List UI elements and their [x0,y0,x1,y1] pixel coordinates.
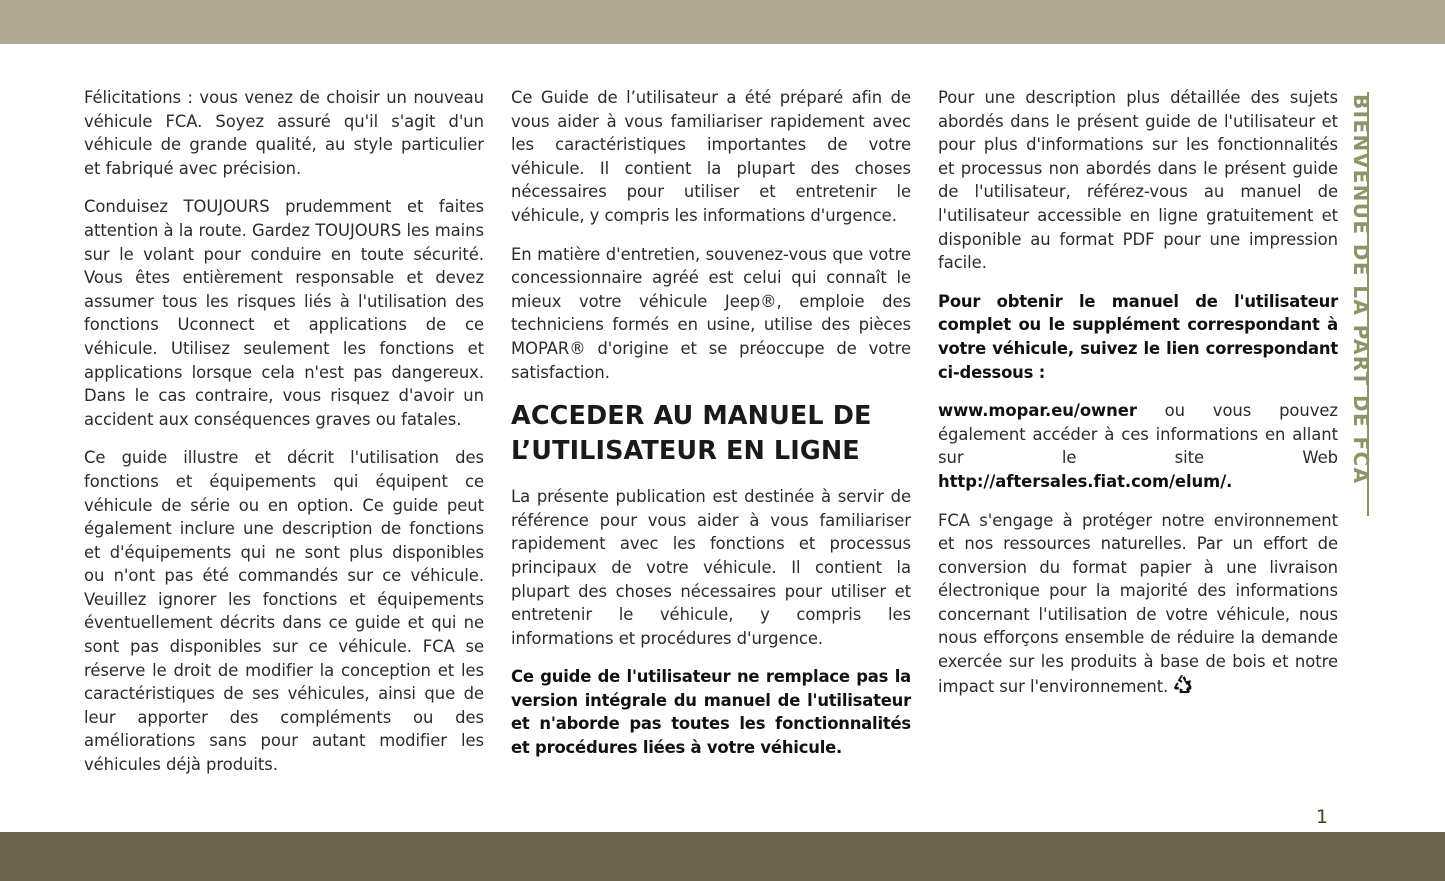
paragraph-emphasis: Pour obtenir le manuel de l'utilisateur complet ou le supplément correspondant à votre véhicule, suivez le lien correspondant ci-dessous : [938,291,1338,382]
section-heading: ACCEDER AU MANUEL DE L’UTILISATEUR EN LIGNE [511,401,872,467]
top-decorative-bar [0,0,1445,44]
link-paragraph-text: ou vous pouvez également accéder à ces informations en allant sur le site Web [938,401,1338,468]
paragraph: Pour une description plus détaillée des sujets abordés dans le présent guide de l'utilisateur et pour plus d'informations sur les fonctionnalités et processus non abordés dans le présent guide de l'utilisateur, référez-vous au manuel de l'utilisateur accessible en ligne gratuitement et disponible au format PDF pour une impression facile. [938,88,1338,273]
paragraph: Conduisez TOUJOURS prudemment et faites attention à la route. Gardez TOUJOURS les mains sur le volant pour conduire en toute sécurité. Vous êtes entièrement responsable et devez assumer tous les risques liés à l'utilisation des fonctions Uconnect et applications de ce véhicule. Utilisez seulement les fonctions et applications lorsque cela n'est pas dangereux. Dans le cas contraire, vous risquez d'avoir un accident aux conséquences graves ou fatales. [84,197,484,429]
text-column-3 [938,86,1338,777]
section-side-tab [1349,44,1427,514]
paragraph: Ce Guide de l’utilisateur a été préparé afin de vous aider à vous familiariser rapidement avec les caractéristiques importantes de votre véhicule. Il contient la plupart des choses nécessaires pour utiliser et entretenir le véhicule, y compris les informations d'urgence. [511,88,911,225]
text-column-2 [511,86,911,777]
paragraph: En matière d'entretien, souvenez-vous que votre concessionnaire agréé est celui qui connaît le mieux votre véhicule Jeep®, emploie des techniciens formés en usine, utilise des pièces MOPAR® d'origine et se préoccupe de votre satisfaction. [511,244,911,382]
paragraph: Félicitations : vous venez de choisir un nouveau véhicule FCA. Soyez assuré qu'il s'agit d'un véhicule de grande qualité, au style particulier et fabriqué avec précision. [84,88,484,178]
text-column-1 [84,86,484,777]
paragraph-environment [938,509,1338,703]
page-content [0,44,1445,832]
three-column-text-layout [84,86,1338,777]
paragraph: La présente publication est destinée à servir de référence pour vous aider à vous familiariser rapidement avec les fonctions et processus principaux de votre véhicule. Il contient la plupart des choses nécessaires pour utiliser et entretenir le véhicule, y compris les informations et procédures d'urgence. [511,487,911,648]
aftersales-fiat-link[interactable]: http://aftersales.fiat.com/elum/. [938,471,1233,491]
recycle-icon [1172,674,1194,703]
paragraph-with-links [938,399,1338,493]
mopar-owner-link[interactable]: www.mopar.eu/owner [938,401,1137,421]
side-tab-label: BIENVENUE DE LA PART DE FCA [1349,94,1373,485]
paragraph-text: FCA s'engage à protéger notre environnement et nos ressources naturelles. Par un effort de conversion du format papier à une livraison électronique pour la majorité des informations concernant l'utilisation de votre véhicule, nous nous efforçons ensemble de réduire la demande exercée sur les produits à base de bois et notre impact sur l'environnement. [938,510,1338,696]
paragraph: Ce guide illustre et décrit l'utilisation des fonctions et équipements qui équipent ce véhicule de série ou en option. Ce guide peut également inclure une description de fonctions et d'équipements qui ne sont plus disponibles ou n'ont pas été commandés sur ce véhicule. Veuillez ignorer les fonctions et équipements éventuellement décrits dans ce guide et qui ne sont pas disponibles sur ce véhicule. FCA se réserve le droit de modifier la conception et les caractéristiques de ses véhicules, ainsi que de leur apporter des compléments ou des améliorations sans pour autant modifier les véhicules déjà produits. [84,448,484,775]
paragraph-emphasis: Ce guide de l'utilisateur ne remplace pas la version intégrale du manuel de l'utilisateur et n'aborde pas toutes les fonctionnalités et procédures liées à votre véhicule. [511,667,911,758]
page-number: 1 [1316,806,1329,828]
bottom-decorative-bar [0,832,1445,881]
